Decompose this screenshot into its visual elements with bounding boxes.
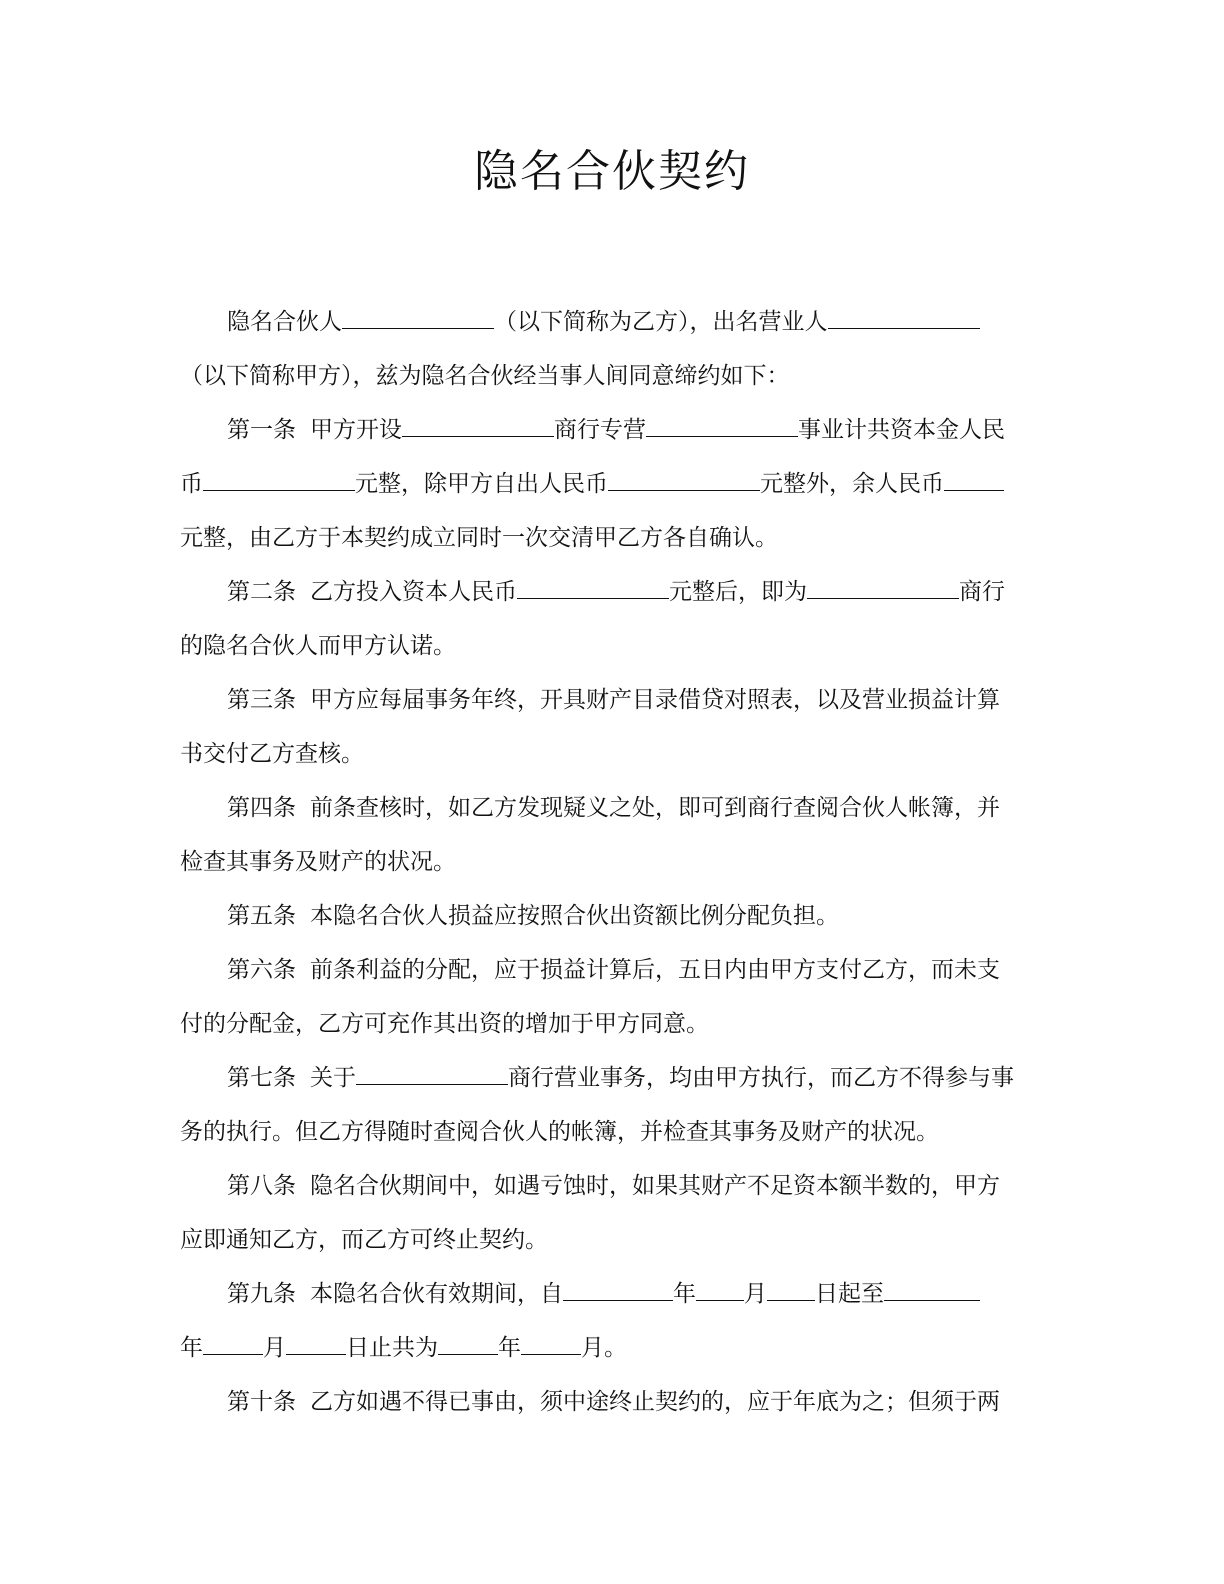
article-text: 商行 — [959, 579, 1005, 605]
blank-field[interactable] — [646, 412, 798, 437]
article-text: 年 — [498, 1335, 521, 1361]
article-label: 第二条 — [227, 579, 296, 605]
intro-line-1 — [227, 304, 1087, 340]
article-5-line-1 — [227, 898, 1087, 934]
article-text: 商行营业事务，均由甲方执行，而乙方不得参与事 — [508, 1065, 1014, 1091]
article-label: 第三条 — [227, 687, 296, 713]
article-text: 月 — [744, 1281, 767, 1307]
article-text: 年 — [180, 1335, 203, 1361]
article-text: 事业计共资本金人民 — [798, 417, 1005, 443]
article-text: 甲方开设 — [310, 417, 402, 443]
article-text: 元整后，即为 — [669, 579, 807, 605]
article-text: 乙方如遇不得已事由，须中途终止契约的，应于年底为之；但须于两 — [310, 1389, 1000, 1415]
article-3-line-1 — [227, 682, 1087, 718]
document-title: 隐名合伙契约 — [474, 146, 750, 197]
blank-field[interactable] — [767, 1276, 815, 1301]
article-6-line-2 — [180, 1006, 1040, 1042]
blank-field[interactable] — [521, 1330, 581, 1355]
blank-field[interactable] — [356, 1060, 508, 1085]
blank-field[interactable] — [438, 1330, 498, 1355]
article-label: 第十条 — [227, 1389, 296, 1415]
article-7-line-1 — [227, 1060, 1087, 1096]
article-text: 书交付乙方查核。 — [180, 741, 364, 767]
article-8-line-2 — [180, 1222, 1040, 1258]
blank-field[interactable] — [807, 574, 959, 599]
article-text: 商行专营 — [554, 417, 646, 443]
article-text: 币 — [180, 471, 203, 497]
article-text: 务的执行。但乙方得随时查阅合伙人的帐簿，并检查其事务及财产的状况。 — [180, 1119, 939, 1145]
blank-field[interactable] — [828, 304, 980, 329]
article-7-line-2 — [180, 1114, 1040, 1150]
blank-field[interactable] — [608, 466, 760, 491]
article-text: 本隐名合伙人损益应按照合伙出资额比例分配负担。 — [310, 903, 839, 929]
article-1-line-3 — [180, 520, 1040, 556]
article-8-line-1 — [227, 1168, 1087, 1204]
article-9-line-2 — [180, 1330, 1040, 1366]
article-4-line-1 — [227, 790, 1087, 826]
article-text: 元整，除甲方自出人民币 — [355, 471, 608, 497]
article-text: 乙方投入资本人民币 — [310, 579, 517, 605]
article-4-line-2 — [180, 844, 1040, 880]
intro-line-2 — [180, 358, 1040, 394]
article-label: 第五条 — [227, 903, 296, 929]
article-text: 月。 — [581, 1335, 627, 1361]
article-label: 第四条 — [227, 795, 296, 821]
article-text: 元整，由乙方于本契约成立同时一次交清甲乙方各自确认。 — [180, 525, 778, 551]
article-text: 本隐名合伙有效期间，自 — [310, 1281, 563, 1307]
article-1-line-2 — [180, 466, 1040, 502]
blank-field[interactable] — [203, 1330, 263, 1355]
article-1-line-1 — [227, 412, 1087, 448]
intro-text: （以下简称甲方），兹为隐名合伙经当事人间同意缔约如下： — [180, 363, 790, 389]
article-3-line-2 — [180, 736, 1040, 772]
article-text: 应即通知乙方，而乙方可终止契约。 — [180, 1227, 548, 1253]
article-label: 第八条 — [227, 1173, 296, 1199]
article-text: 前条利益的分配，应于损益计算后，五日内由甲方支付乙方，而未支 — [310, 957, 1000, 983]
article-9-line-1 — [227, 1276, 1087, 1312]
article-text: 的隐名合伙人而甲方认诺。 — [180, 633, 456, 659]
article-text: 付的分配金，乙方可充作其出资的增加于甲方同意。 — [180, 1011, 709, 1037]
blank-field[interactable] — [342, 304, 494, 329]
blank-field[interactable] — [563, 1276, 673, 1301]
article-label: 第六条 — [227, 957, 296, 983]
article-label: 第九条 — [227, 1281, 296, 1307]
blank-field[interactable] — [696, 1276, 744, 1301]
blank-field[interactable] — [203, 466, 355, 491]
blank-field[interactable] — [884, 1276, 980, 1301]
article-text: 检查其事务及财产的状况。 — [180, 849, 456, 875]
blank-field[interactable] — [402, 412, 554, 437]
article-2-line-1 — [227, 574, 1087, 610]
article-text: 年 — [673, 1281, 696, 1307]
article-text: 日止共为 — [346, 1335, 438, 1361]
blank-field[interactable] — [286, 1330, 346, 1355]
article-text: 前条查核时，如乙方发现疑义之处，即可到商行查阅合伙人帐簿，并 — [310, 795, 1000, 821]
article-text: 元整外，余人民币 — [760, 471, 944, 497]
blank-field[interactable] — [517, 574, 669, 599]
article-2-line-2 — [180, 628, 1040, 664]
blank-field[interactable] — [944, 466, 1004, 491]
intro-text: （以下简称为乙方），出名营业人 — [494, 309, 828, 335]
article-text: 月 — [263, 1335, 286, 1361]
article-10-line-1 — [227, 1384, 1087, 1420]
article-label: 第一条 — [227, 417, 296, 443]
article-text: 隐名合伙期间中，如遇亏蚀时，如果其财产不足资本额半数的，甲方 — [310, 1173, 1000, 1199]
article-text: 关于 — [310, 1065, 356, 1091]
article-text: 日起至 — [815, 1281, 884, 1307]
intro-text: 隐名合伙人 — [227, 309, 342, 335]
article-6-line-1 — [227, 952, 1087, 988]
article-label: 第七条 — [227, 1065, 296, 1091]
article-text: 甲方应每届事务年终，开具财产目录借贷对照表，以及营业损益计算 — [310, 687, 1000, 713]
